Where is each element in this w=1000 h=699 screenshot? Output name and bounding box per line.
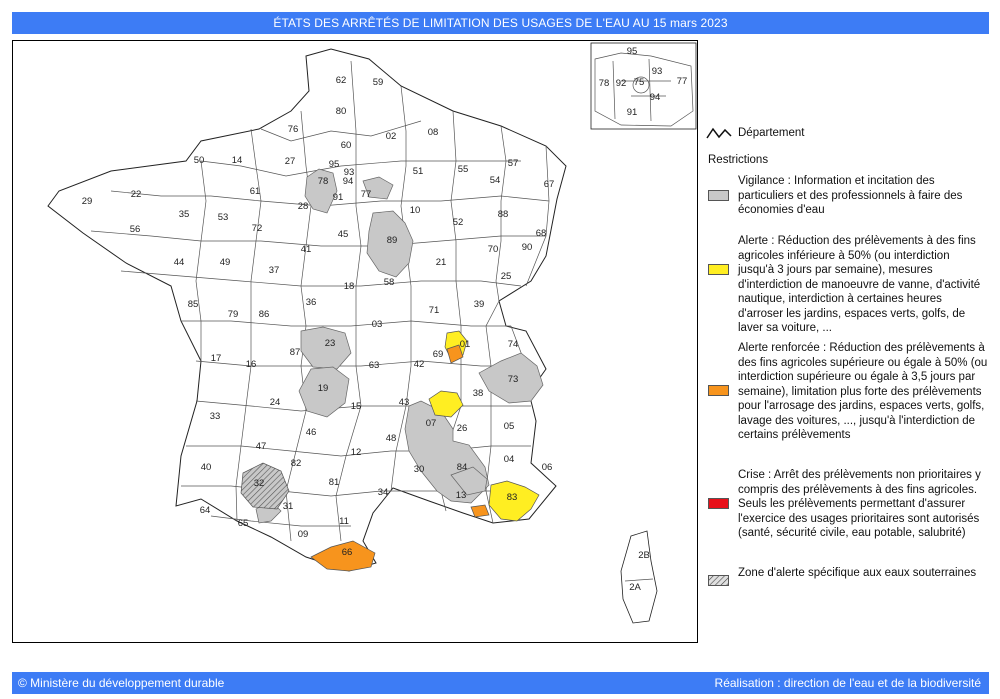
title-bar: ÉTATS DES ARRÊTÉS DE LIMITATION DES USAGES DE L'EAU AU 15 mars 2023 (12, 12, 989, 34)
dept-label-28: 28 (297, 201, 309, 212)
dept-label-29: 29 (81, 196, 93, 207)
dept-label-34: 34 (377, 487, 389, 498)
dept-label-88: 88 (497, 209, 509, 220)
boundary-line-icon (706, 126, 732, 140)
dept-label-24: 24 (269, 397, 281, 408)
dept-label-83: 83 (506, 492, 518, 503)
dept-label-57: 57 (507, 158, 519, 169)
dept-label-02: 02 (385, 131, 397, 142)
dept-label-08: 08 (427, 127, 439, 138)
dept-label-13: 13 (455, 490, 467, 501)
dept-label-74: 74 (507, 339, 519, 350)
dept-label-25: 25 (500, 271, 512, 282)
dept-label-2A: 2A (629, 582, 641, 593)
dept-label-38: 38 (472, 388, 484, 399)
dept-label-33: 33 (209, 411, 221, 422)
map-panel (12, 40, 698, 643)
dept-label-27: 27 (284, 156, 296, 167)
footer-copyright: © Ministère du développement durable (18, 676, 225, 690)
dept-label-80: 80 (335, 106, 347, 117)
dept-label-01: 01 (459, 339, 471, 350)
vigilance-swatch (708, 190, 729, 201)
dept-label-78: 78 (317, 176, 329, 187)
dept-label-72: 72 (251, 223, 263, 234)
dept-label-66: 66 (341, 547, 353, 558)
dept-label-73: 73 (507, 374, 519, 385)
dept-label-26: 26 (456, 423, 468, 434)
legend-heading: Restrictions (708, 154, 769, 166)
dept-label-04: 04 (503, 454, 515, 465)
vigilance-text: Vigilance : Information et incitation des particuliers et des professionnels à faire des économies d'eau (738, 175, 963, 216)
dept-label-05: 05 (503, 421, 515, 432)
dept-label-71: 71 (428, 305, 440, 316)
dept-label-69: 69 (432, 349, 444, 360)
dept-label-39: 39 (473, 299, 485, 310)
dept-label-45: 45 (337, 229, 349, 240)
dept-label-44: 44 (173, 257, 185, 268)
dept-label-07: 07 (425, 418, 437, 429)
alerte-swatch (708, 264, 729, 275)
crise-swatch (708, 498, 729, 509)
dept-label-10: 10 (409, 205, 421, 216)
dept-label-2B: 2B (638, 550, 650, 561)
dept-label-56: 56 (129, 224, 141, 235)
dept-label-19: 19 (317, 383, 329, 394)
dept-label-49: 49 (219, 257, 231, 268)
dept-label-84: 84 (456, 462, 468, 473)
dept-label-53: 53 (217, 212, 229, 223)
legend-departement-label: Département (738, 127, 805, 139)
hatched-swatch (708, 575, 729, 586)
dept-label-47: 47 (255, 441, 267, 452)
dept-label-64: 64 (199, 505, 211, 516)
dept-label-03: 03 (371, 319, 383, 330)
dept-label-77: 77 (360, 189, 372, 200)
dept-label-58: 58 (383, 277, 395, 288)
dept-label-40: 40 (200, 462, 212, 473)
footer-bar (12, 672, 989, 694)
dept-label-23: 23 (324, 338, 336, 349)
dept-label-12: 12 (350, 447, 362, 458)
dept-label-76: 76 (287, 124, 299, 135)
dept-label-30: 30 (413, 464, 425, 475)
dept-label-94: 94 (342, 176, 354, 187)
dept-label-65: 65 (237, 518, 249, 529)
dept-label-09: 09 (297, 529, 309, 540)
dept-label-90: 90 (521, 242, 533, 253)
dept-label-79: 79 (227, 309, 239, 320)
dept-label-18: 18 (343, 281, 355, 292)
dept-label-37: 37 (268, 265, 280, 276)
inset-label-77: 77 (676, 76, 688, 87)
dept-label-46: 46 (305, 427, 317, 438)
souterraines-text: Zone d'alerte spécifique aux eaux souterraines (738, 567, 977, 579)
dept-label-93: 93 (343, 167, 355, 178)
dept-label-54: 54 (489, 175, 501, 186)
dept-label-63: 63 (368, 360, 380, 371)
inset-label-94: 94 (649, 92, 661, 103)
footer-credit: Réalisation : direction de l'eau et de la biodiversité (714, 676, 981, 690)
dept-label-50: 50 (193, 155, 205, 166)
dept-label-62: 62 (335, 75, 347, 86)
dept-label-95: 95 (328, 159, 340, 170)
dept-label-81: 81 (328, 477, 340, 488)
dept-label-85: 85 (187, 299, 199, 310)
inset-label-95: 95 (626, 46, 638, 57)
dept-label-35: 35 (178, 209, 190, 220)
dept-label-82: 82 (290, 458, 302, 469)
dept-label-70: 70 (487, 244, 499, 255)
dept-label-51: 51 (412, 166, 424, 177)
dept-label-59: 59 (372, 77, 384, 88)
dept-label-06: 06 (541, 462, 553, 473)
dept-label-31: 31 (282, 501, 294, 512)
dept-label-11: 11 (339, 516, 349, 527)
dept-label-60: 60 (340, 140, 352, 151)
dept-label-43: 43 (398, 397, 410, 408)
dept-label-14: 14 (231, 155, 243, 166)
alerte-renforcee-text: Alerte renforcée : Réduction des prélèvements à des fins agricoles supérieure ou égale à 50% (ou interdiction supérieure ou égale à 3,5 jours par semaine), limitation plus forte des prélèvements pour l'arrosage des jardins, espaces verts, golfs, lavage des voitures, ..., jusqu'à l'interdiction de certains prélèvements (738, 342, 988, 441)
dept-label-48: 48 (385, 433, 397, 444)
crise-text: Crise : Arrêt des prélèvements non prioritaires y compris des prélèvements à des fins agricoles. Seuls les prélèvements permettant d'assurer l'exercice des usages prioritaires sont autorisés (santé, sécurité civile, eau potable, salubrité) (738, 469, 981, 539)
dept-label-67: 67 (543, 179, 555, 190)
inset-label-93: 93 (651, 66, 663, 77)
dept-label-86: 86 (258, 309, 270, 320)
dept-label-52: 52 (452, 217, 464, 228)
mainland-outline (48, 49, 566, 571)
dept-label-15: 15 (350, 401, 362, 412)
dept-label-75: 75 (633, 77, 645, 88)
dept-label-55: 55 (457, 164, 469, 175)
dept-label-32: 32 (253, 478, 265, 489)
dept-label-22: 22 (130, 189, 142, 200)
alerte-renforcee-swatch (708, 385, 729, 396)
dept-label-21: 21 (435, 257, 447, 268)
dept-label-17: 17 (210, 353, 222, 364)
inset-label-78: 78 (598, 78, 610, 89)
dept-label-91: 91 (332, 192, 344, 203)
inset-label-91: 91 (626, 107, 638, 118)
dept-label-41: 41 (300, 244, 312, 255)
dept-label-16: 16 (245, 359, 257, 370)
dept-label-92: 92 (615, 78, 627, 89)
dept-label-68: 68 (535, 228, 547, 239)
france-map (13, 41, 697, 642)
dept-label-87: 87 (289, 347, 301, 358)
dept-label-61: 61 (249, 186, 261, 197)
alerte-text: Alerte : Réduction des prélèvements à des fins agricoles inférieure à 50% (ou interdiction jusqu'à 3 jours par semaine), mesures d'interdiction de manoeuvre de vanne, d'activité nautique, interdiction à certaines heures d'arroser les jardins, espaces verts, golfs, de laver sa voiture, ... (738, 235, 981, 334)
dept-label-89: 89 (386, 235, 398, 246)
dept-label-42: 42 (413, 359, 425, 370)
dept-label-36: 36 (305, 297, 317, 308)
corsica-outline (621, 531, 657, 623)
